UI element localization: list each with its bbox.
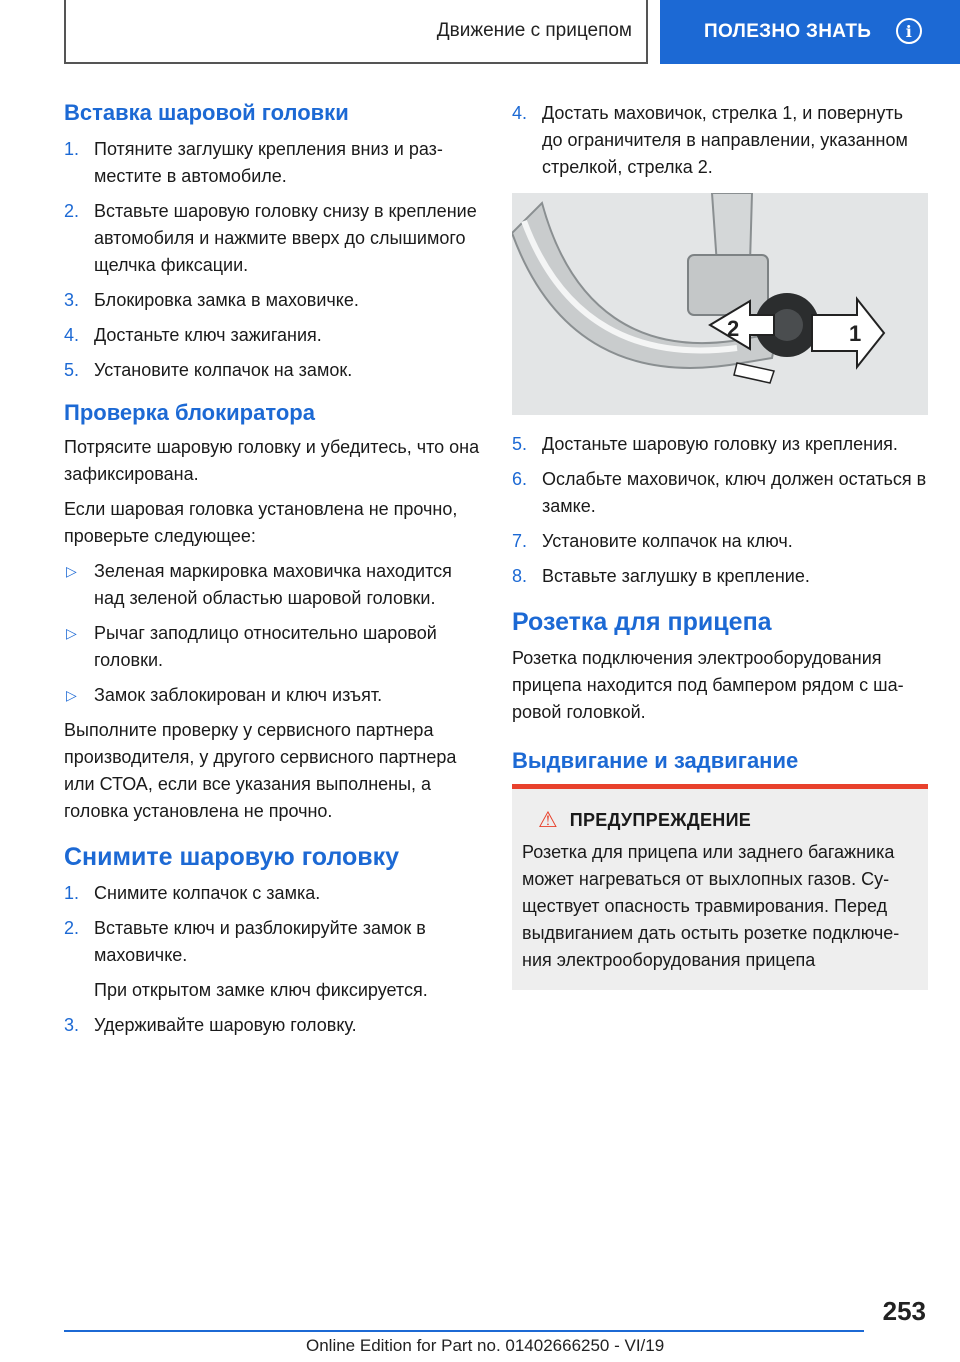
list-item <box>64 136 480 190</box>
step-number: 6. <box>512 469 528 489</box>
remove-heading: Снимите шаровую головку <box>64 843 400 871</box>
insert-steps-list <box>64 136 480 384</box>
check-item-text: Замок заблокирован и ключ изъят. <box>94 685 383 705</box>
footer-edition: Online Edition for Part no. 01402666250 - VI/19 <box>306 1336 665 1355</box>
section-title: Движение с прицепом <box>436 20 632 41</box>
triangle-bullet-icon: ▷ <box>66 625 77 641</box>
header-section-title <box>64 0 648 64</box>
info-icon[interactable]: i <box>896 18 922 44</box>
check-heading: Проверка блокиратора <box>64 400 315 425</box>
triangle-bullet-icon: ▷ <box>66 687 77 703</box>
list-item: 1. Снимите колпачок с замка. <box>64 883 321 903</box>
step-text: Достаньте ключ зажигания. <box>94 325 322 345</box>
step-text: Вставьте шаровую головку снизу в крепление автомобиля и нажмите вверх до слышимого щелчка фиксации. <box>94 201 477 275</box>
header-tab[interactable] <box>660 0 960 64</box>
socket-paragraph: Розетка подключения электрооборудования прицепа находится под бампером рядом с шаровой головкой. <box>512 648 904 722</box>
step-text: Достать маховичок, стрелка 1, и повернуть до ограничителя в направлении, указанном стрелкой, стрелка 2. <box>542 103 908 177</box>
arrow-1-label: 1 <box>849 321 862 346</box>
step-text: Вставьте заглушку в крепление. <box>542 566 810 586</box>
list-item: 2. Вставьте ключ и разблокируйте замок в маховичке. <box>64 918 426 965</box>
list-item <box>64 558 480 612</box>
step-number: 8. <box>512 566 528 586</box>
step-number: 5. <box>512 434 528 454</box>
check-paragraph-3: Выполните проверку у сервисного партнера производителя, у другого сервисного партнера или СТОА, если все указания выполнены, а головка установлена не прочно. <box>64 720 457 821</box>
step-number: 1. <box>64 139 80 159</box>
warning-triangle-icon: ⚠ <box>538 807 558 832</box>
step-number: 2. <box>64 201 80 221</box>
tow-hitch-illustration <box>512 193 928 415</box>
list-item <box>512 528 928 555</box>
arrow-2-label: 2 <box>727 316 740 341</box>
check-item-text: Зеленая маркировка маховичка находится над зеленой областью шаровой головки. <box>94 561 452 608</box>
step-text: Ослабьте маховичок, ключ должен остаться в замке. <box>542 469 927 516</box>
step-text: Достаньте шаровую головку из крепления. <box>542 434 898 454</box>
warning-title: ПРЕДУПРЕЖДЕНИЕ <box>569 809 752 830</box>
list-item: 3. Удерживайте шаровую головку. <box>64 1015 357 1035</box>
left-column <box>64 100 480 1047</box>
step-text: Потяните заглушку крепления вниз и разместите в автомобиле. <box>94 139 443 186</box>
list-item <box>512 100 928 181</box>
warning-box <box>512 784 928 990</box>
step-number: 3. <box>64 290 80 310</box>
step-text: Блокировка замка в маховичке. <box>94 290 359 310</box>
list-item <box>64 620 480 674</box>
remove-steps-list <box>64 880 480 969</box>
list-item <box>512 563 928 590</box>
step-text: Установите колпачок на замок. <box>94 360 353 380</box>
list-item <box>64 287 480 314</box>
tab-label: ПОЛЕЗНО ЗНАТЬ <box>704 21 872 42</box>
list-item <box>64 357 480 384</box>
steps-top-list <box>512 100 928 181</box>
right-column <box>512 100 928 990</box>
step-text: Установите колпачок на ключ. <box>542 531 793 551</box>
list-item <box>64 682 480 709</box>
list-item <box>512 431 928 458</box>
list-item <box>64 322 480 349</box>
insert-heading: Вставка шаровой головки <box>64 100 349 125</box>
step-number: 7. <box>512 531 528 551</box>
list-item <box>64 198 480 279</box>
step-number: 4. <box>64 325 80 345</box>
check-paragraph-1: Потрясите шаровую головку и убедитесь, что она зафиксирована. <box>64 437 480 484</box>
check-item-text: Рычаг заподлицо относительно шаровой головки. <box>94 623 437 670</box>
socket-heading: Розетка для прицепа <box>512 608 772 636</box>
triangle-bullet-icon: ▷ <box>66 563 77 579</box>
remove-sub-note: При открытом замке ключ фиксируется. <box>94 980 428 1000</box>
check-items-list <box>64 558 480 709</box>
step-number: 4. <box>512 103 528 123</box>
footer-divider <box>64 1330 864 1332</box>
steps-bottom-list <box>512 431 928 590</box>
warning-text: Розетка для прицепа или заднего багажника может нагреваться от выхлопных газов. Существует опасность травмирования. Перед выдвиганием дать остыть розетке подключения электрооборудования прицепа <box>522 842 900 970</box>
tow-hitch-drawing <box>512 193 928 415</box>
page-number: 253 <box>882 1296 926 1326</box>
list-item <box>512 466 928 520</box>
check-paragraph-2: Если шаровая головка установлена не прочно, проверьте следующее: <box>64 499 458 546</box>
step-number: 5. <box>64 360 80 380</box>
extend-heading: Выдвигание и задвигание <box>512 748 799 773</box>
remove-steps-list-cont <box>64 1012 480 1039</box>
